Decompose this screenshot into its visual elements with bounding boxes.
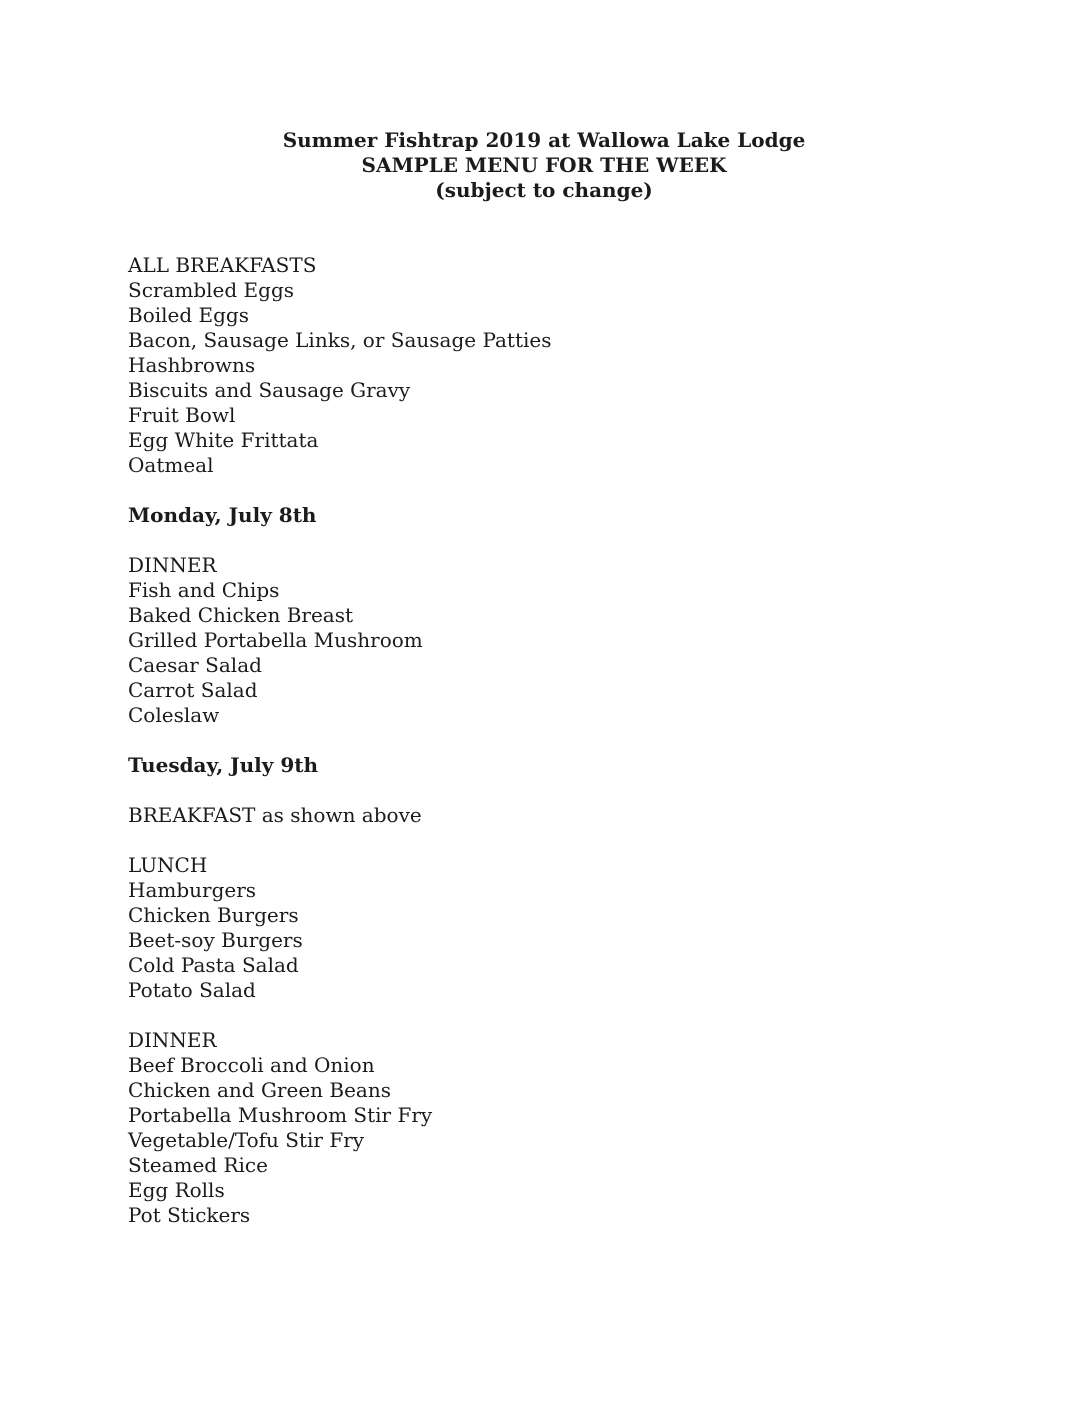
tuesday-breakfast-note: BREAKFAST as shown above (128, 803, 422, 827)
monday-dinner-heading: DINNER (128, 553, 217, 577)
menu-item: Fish and Chips (128, 578, 280, 602)
menu-item: Baked Chicken Breast (128, 603, 354, 627)
menu-item: Grilled Portabella Mushroom (128, 628, 423, 652)
menu-item: Biscuits and Sausage Gravy (128, 378, 411, 402)
document-title: Summer Fishtrap 2019 at Wallowa Lake Lodge (282, 128, 806, 152)
menu-item: Hashbrowns (128, 353, 256, 377)
menu-item: Portabella Mushroom Stir Fry (128, 1103, 433, 1127)
menu-item: Cold Pasta Salad (128, 953, 299, 977)
menu-item: Chicken and Green Beans (128, 1078, 391, 1102)
menu-item: Vegetable/Tofu Stir Fry (128, 1128, 365, 1152)
menu-item: Beef Broccoli and Onion (128, 1053, 375, 1077)
spacer (128, 728, 552, 753)
menu-item: Carrot Salad (128, 678, 258, 702)
menu-item: Egg Rolls (128, 1178, 225, 1202)
menu-item: Bacon, Sausage Links, or Sausage Patties (128, 328, 552, 352)
document-header (0, 128, 1088, 203)
menu-item: Fruit Bowl (128, 403, 236, 427)
spacer (128, 1003, 552, 1028)
menu-item: Scrambled Eggs (128, 278, 295, 302)
spacer (128, 828, 552, 853)
menu-item: Potato Salad (128, 978, 256, 1002)
document-note: (subject to change) (435, 178, 653, 202)
menu-item: Pot Stickers (128, 1203, 251, 1227)
day-heading-tuesday: Tuesday, July 9th (128, 753, 319, 777)
menu-item: Caesar Salad (128, 653, 262, 677)
spacer (128, 528, 552, 553)
menu-item: Hamburgers (128, 878, 257, 902)
spacer (128, 478, 552, 503)
menu-item: Boiled Eggs (128, 303, 249, 327)
document-subtitle: SAMPLE MENU FOR THE WEEK (361, 153, 727, 177)
breakfasts-heading: ALL BREAKFASTS (128, 253, 317, 277)
menu-item: Chicken Burgers (128, 903, 299, 927)
tuesday-lunch-heading: LUNCH (128, 853, 208, 877)
menu-item: Coleslaw (128, 703, 220, 727)
menu-content (128, 253, 552, 1228)
tuesday-dinner-heading: DINNER (128, 1028, 217, 1052)
menu-item: Steamed Rice (128, 1153, 268, 1177)
day-heading-monday: Monday, July 8th (128, 503, 317, 527)
spacer (128, 778, 552, 803)
menu-item: Egg White Frittata (128, 428, 319, 452)
menu-item: Oatmeal (128, 453, 214, 477)
menu-item: Beet-soy Burgers (128, 928, 303, 952)
